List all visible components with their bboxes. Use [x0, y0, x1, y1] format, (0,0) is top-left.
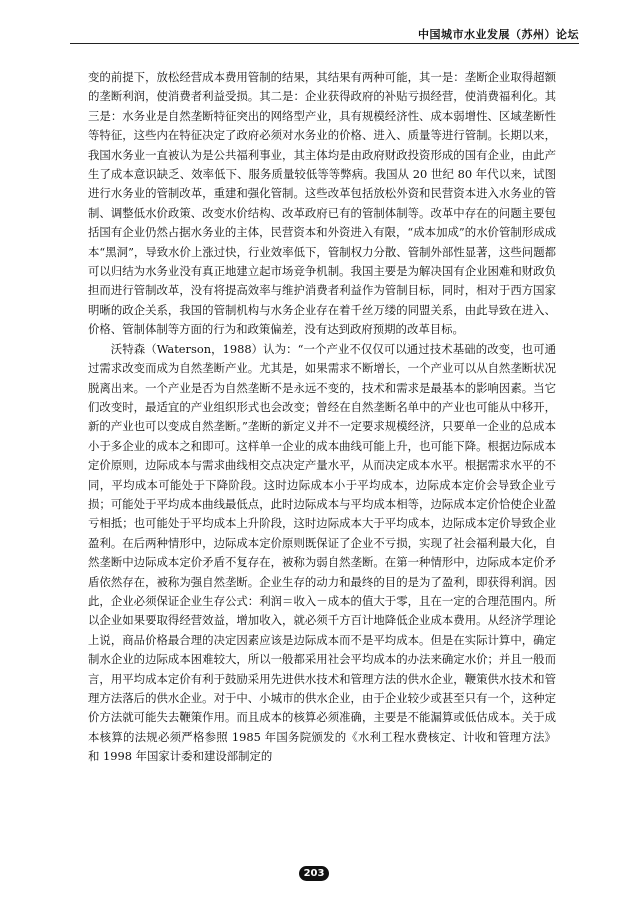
running-header — [70, 26, 579, 44]
header-rule — [70, 43, 579, 44]
article-body — [88, 68, 556, 767]
paragraph-waterson: 沃特森（Waterson，1988）认为：“一个产业不仅仅可以通过技术基础的改变，也可通过需求改变而成为自然垄断产业。尤其是，如果需求不断增长，一个产业可以从自然垄断状况脱离出来。一个产业是否为自然垄断不是永远不变的，技术和需求是最基本的影响因素。当它们改变时，最适宜的产业组织形式也会改变；曾经在自然垄断名单中的产业也可能从中移开，新的产业也可以变成自然垄断。”垄断的新定义并不一定要求规模经济，只要单一企业的总成本小于多企业的成本之和即可。这样单一企业的成本曲线可能上升，也可能下降。根据边际成本定价原则，边际成本与需求曲线相交点决定产量水平，从而决定成本水平。根据需求水平的不同，平均成本可能处于下降阶段。这时边际成本小于平均成本，边际成本定价会导致企业亏损；可能处于平均成本曲线最低点，此时边际成本与平均成本相等，边际成本定价恰使企业盈亏相抵；也可能处于平均成本上升阶段，这时边际成本大于平均成本，边际成本定价导致企业盈利。在后两种情形中，边际成本定价原则既保证了企业不亏损，实现了社会福利最大化，自然垄断中边际成本定价矛盾不复存在，被称为弱自然垄断。在第一种情形中，边际成本定价矛盾依然存在，被称为强自然垄断。企业生存的动力和最终的目的是为了盈利，即获得利润。因此，企业必须保证企业生存公式：利润＝收入－成本的值大于零，且在一定的合理范围内。所以企业如果要取得经营效益，增加收入，就必须千方百计地降低企业成本费用。从经济学理论上说，商品价格最合理的决定因素应该是边际成本而不是平均成本。但是在实际计算中，确定制水企业的边际成本困难较大，所以一般都采用社会平均成本的办法来确定水价；并且一般而言，用平均成本定价有利于鼓励采用先进供水技术和管理方法的供水企业，鞭策供水技术和管理方法落后的供水企业。对于中、小城市的供水企业，由于企业较少或甚至只有一个，这种定价方法就可能失去鞭策作用。而且成本的核算必须准确，主要是不能漏算或低估成本。关于成本核算的法规必须严格参照 1985 年国务院颁发的《水利工程水费核定、计收和管理方法》和 1998 年国家计委和建设部制定的 — [88, 341, 556, 764]
paragraph-continued: 变的前提下，放松经营成本费用管制的结果，其结果有两种可能，其一是：垄断企业取得超额的垄断利润，使消费者利益受损。其二是：企业获得政府的补贴亏损经营，使消费福利化。其三是：水务业是自然垄断特征突出的网络型产业，具有规模经济性、成本弱增性、区域垄断性等特征，这些内在特征决定了政府必须对水务业的价格、进入、质量等进行管制。长期以来，我国水务业一直被认为是公共福利事业，其主体均是由政府财政投资形成的国有企业，由此产生了成本意识缺乏、效率低下、服务质量较低等等弊病。我国从 20 世纪 80 年代以来，试图进行水务业的管制改革，重建和强化管制。这些改革包括放松外资和民营资本进入水务业的管制、调整低水价政策、改变水价结构、改革政府已有的管制体制等。改革中存在的问题主要包括国有企业仍然占据水务业的主体，民营资本和外资进入有限，“成本加成”的水价管制形成成本“黑洞”，导致水价上涨过快，行业效率低下，管制权力分散、管制外部性显著，这些问题都可以归结为水务业没有真正地建立起市场竞争机制。我国主要是为解决国有企业困难和财政负担而进行管制改革，没有将提高效率与维护消费者利益作为管制目标，同时，相对于西方国家明晰的政企关系，我国的管制机构与水务企业存在着千丝万缕的同盟关系，由此导致在进入、价格、管制体制等方面的行为和政策偏差，没有达到政府预期的改革目标。 — [88, 70, 556, 337]
journal-title: 中国城市水业发展（苏州）论坛 — [418, 28, 579, 41]
page-number: 203 — [299, 866, 329, 881]
